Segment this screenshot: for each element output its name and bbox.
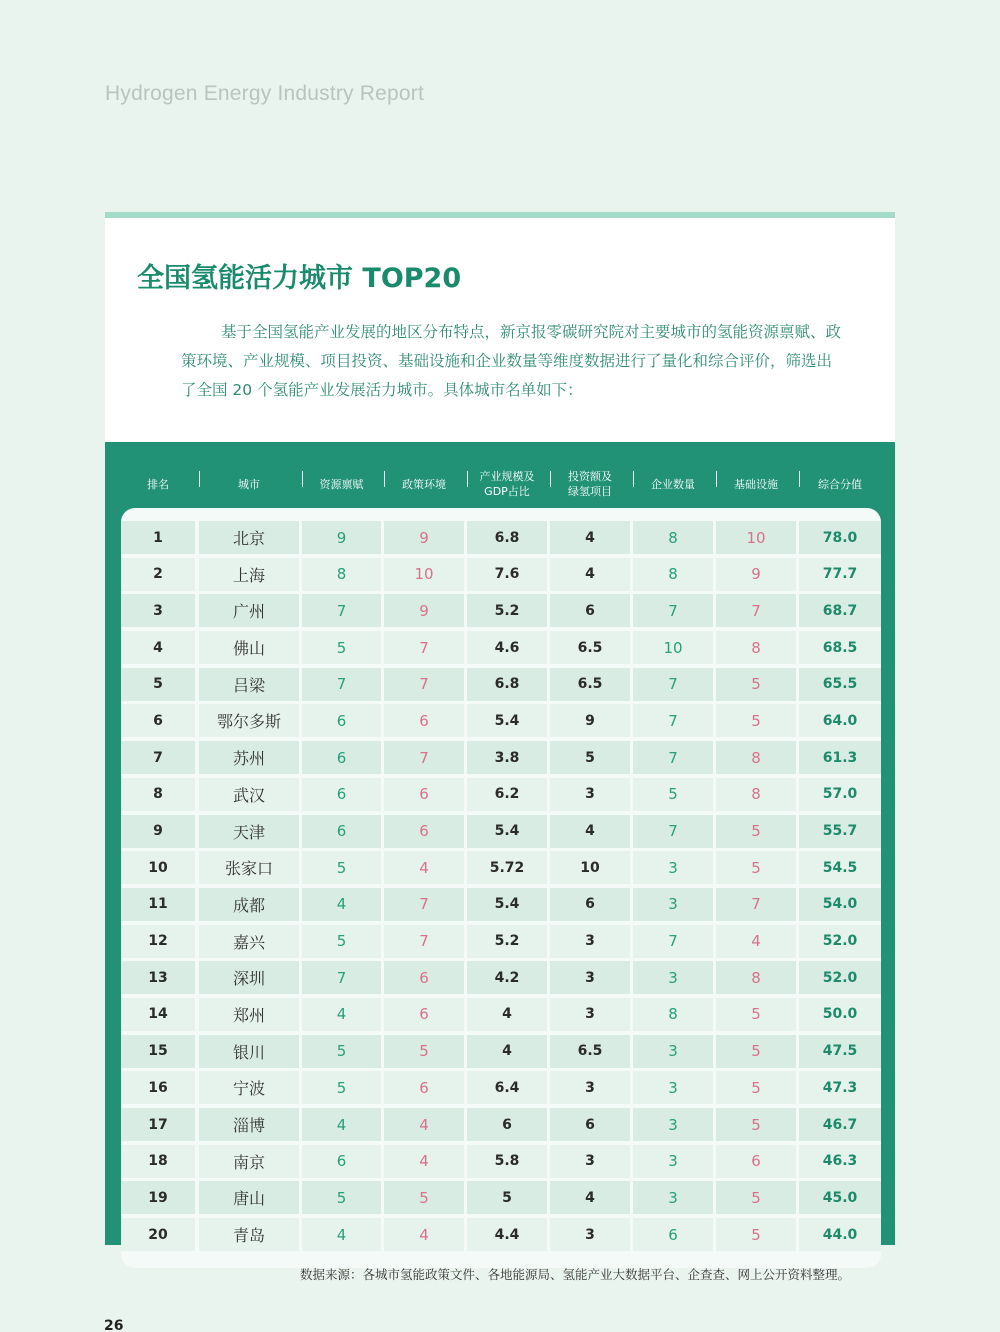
cell-policy: 9 (384, 521, 464, 554)
cell-resource: 4 (302, 1108, 381, 1141)
column-header-rank: 排名 (147, 477, 169, 491)
cell-city: 淄博 (199, 1108, 299, 1141)
cell-resource: 4 (302, 998, 381, 1031)
cell-city: 深圳 (199, 961, 299, 994)
cell-enterprise-count: 3 (633, 1071, 713, 1104)
cell-total-score: 47.3 (799, 1071, 881, 1104)
cell-policy: 4 (384, 851, 464, 884)
cell-enterprise-count: 8 (633, 558, 713, 591)
table-row (121, 961, 881, 998)
cell-rank: 7 (121, 741, 195, 774)
table-row (121, 631, 881, 668)
cell-investment: 6 (550, 594, 630, 627)
cell-industry-scale: 4 (467, 1035, 547, 1068)
cell-enterprise-count: 3 (633, 961, 713, 994)
table-row (121, 851, 881, 888)
cell-industry-scale: 3.8 (467, 741, 547, 774)
table-row (121, 1145, 881, 1182)
table-row (121, 888, 881, 925)
cell-infrastructure: 8 (716, 631, 796, 664)
cell-investment: 10 (550, 851, 630, 884)
cell-infrastructure: 5 (716, 704, 796, 737)
page-number: 26 (104, 1318, 124, 1332)
cell-city: 银川 (199, 1035, 299, 1068)
cell-policy: 4 (384, 1145, 464, 1178)
table-row (121, 1035, 881, 1072)
cell-city: 唐山 (199, 1181, 299, 1214)
cell-enterprise-count: 3 (633, 1035, 713, 1068)
cell-infrastructure: 5 (716, 851, 796, 884)
cell-infrastructure: 5 (716, 815, 796, 848)
cell-resource: 6 (302, 741, 381, 774)
cell-policy: 7 (384, 888, 464, 921)
cell-industry-scale: 6 (467, 1108, 547, 1141)
table-body (121, 508, 881, 1268)
cell-industry-scale: 6.8 (467, 521, 547, 554)
cell-infrastructure: 8 (716, 778, 796, 811)
cell-investment: 3 (550, 1145, 630, 1178)
cell-investment: 3 (550, 1071, 630, 1104)
cell-infrastructure: 5 (716, 1071, 796, 1104)
table-row (121, 741, 881, 778)
cell-total-score: 52.0 (799, 961, 881, 994)
cell-industry-scale: 5.4 (467, 815, 547, 848)
table-row (121, 1181, 881, 1218)
cell-enterprise-count: 3 (633, 888, 713, 921)
cell-enterprise-count: 8 (633, 998, 713, 1031)
table-row (121, 704, 881, 741)
cell-rank: 6 (121, 704, 195, 737)
cell-total-score: 61.3 (799, 741, 881, 774)
cell-policy: 9 (384, 594, 464, 627)
cell-policy: 7 (384, 741, 464, 774)
cell-enterprise-count: 10 (633, 631, 713, 664)
cell-enterprise-count: 7 (633, 668, 713, 701)
cell-total-score: 46.7 (799, 1108, 881, 1141)
table-row (121, 521, 881, 558)
cell-industry-scale: 5.2 (467, 594, 547, 627)
table-row (121, 1218, 881, 1255)
cell-policy: 4 (384, 1218, 464, 1251)
cell-city: 北京 (199, 521, 299, 554)
cell-rank: 3 (121, 594, 195, 627)
cell-resource: 9 (302, 521, 381, 554)
column-header-total-score: 综合分值 (799, 464, 881, 504)
cell-total-score: 44.0 (799, 1218, 881, 1251)
cell-infrastructure: 5 (716, 1035, 796, 1068)
cell-industry-scale: 7.6 (467, 558, 547, 591)
column-header-infrastructure: 基础设施 (716, 464, 796, 504)
cell-city: 郑州 (199, 998, 299, 1031)
table-row (121, 925, 881, 962)
cell-enterprise-count: 7 (633, 704, 713, 737)
cell-enterprise-count: 7 (633, 815, 713, 848)
cell-rank: 4 (121, 631, 195, 664)
cell-policy: 4 (384, 1108, 464, 1141)
cell-rank: 2 (121, 558, 195, 591)
cell-resource: 5 (302, 1181, 381, 1214)
table-row (121, 1108, 881, 1145)
cell-investment: 6 (550, 1108, 630, 1141)
cell-industry-scale: 6.4 (467, 1071, 547, 1104)
cell-rank: 16 (121, 1071, 195, 1104)
cell-investment: 4 (550, 1181, 630, 1214)
cell-enterprise-count: 3 (633, 1108, 713, 1141)
data-source-note: 数据来源：各城市氢能政策文件、各地能源局、氢能产业大数据平台、企查查、网上公开资料整理。 (300, 1267, 851, 1282)
cell-resource: 6 (302, 704, 381, 737)
cell-resource: 6 (302, 815, 381, 848)
cell-investment: 6.5 (550, 1035, 630, 1068)
cell-city: 宁波 (199, 1071, 299, 1104)
cell-enterprise-count: 6 (633, 1218, 713, 1251)
cell-industry-scale: 4 (467, 998, 547, 1031)
cell-resource: 7 (302, 594, 381, 627)
cell-rank: 14 (121, 998, 195, 1031)
cell-total-score: 78.0 (799, 521, 881, 554)
cell-industry-scale: 6.2 (467, 778, 547, 811)
cell-rank: 9 (121, 815, 195, 848)
cell-infrastructure: 10 (716, 521, 796, 554)
cell-total-score: 46.3 (799, 1145, 881, 1178)
cell-rank: 19 (121, 1181, 195, 1214)
cell-policy: 6 (384, 961, 464, 994)
cell-investment: 3 (550, 925, 630, 958)
cell-investment: 3 (550, 778, 630, 811)
cell-industry-scale: 5.4 (467, 704, 547, 737)
cell-total-score: 77.7 (799, 558, 881, 591)
cell-city: 武汉 (199, 778, 299, 811)
cell-resource: 5 (302, 1071, 381, 1104)
cell-enterprise-count: 3 (633, 1181, 713, 1214)
column-header-resource: 资源禀赋 (302, 464, 381, 504)
cell-industry-scale: 6.8 (467, 668, 547, 701)
cell-resource: 6 (302, 778, 381, 811)
cell-industry-scale: 4.4 (467, 1218, 547, 1251)
cell-infrastructure: 4 (716, 925, 796, 958)
cell-infrastructure: 5 (716, 998, 796, 1031)
cell-infrastructure: 7 (716, 888, 796, 921)
cell-infrastructure: 5 (716, 1218, 796, 1251)
table-row (121, 998, 881, 1035)
cell-total-score: 68.7 (799, 594, 881, 627)
cell-infrastructure: 6 (716, 1145, 796, 1178)
cell-infrastructure: 7 (716, 594, 796, 627)
cell-city: 佛山 (199, 631, 299, 664)
cell-resource: 5 (302, 851, 381, 884)
cell-resource: 5 (302, 631, 381, 664)
cell-investment: 3 (550, 998, 630, 1031)
cell-rank: 8 (121, 778, 195, 811)
cell-enterprise-count: 7 (633, 925, 713, 958)
cell-total-score: 65.5 (799, 668, 881, 701)
cell-infrastructure: 8 (716, 961, 796, 994)
cell-enterprise-count: 3 (633, 1145, 713, 1178)
cell-resource: 6 (302, 1145, 381, 1178)
cell-total-score: 54.5 (799, 851, 881, 884)
table-header (121, 464, 881, 504)
cell-rank: 1 (121, 521, 195, 554)
cell-industry-scale: 5.2 (467, 925, 547, 958)
cell-policy: 6 (384, 1071, 464, 1104)
cell-resource: 8 (302, 558, 381, 591)
cell-resource: 4 (302, 888, 381, 921)
cell-infrastructure: 5 (716, 1108, 796, 1141)
cell-city: 天津 (199, 815, 299, 848)
cell-enterprise-count: 5 (633, 778, 713, 811)
cell-resource: 5 (302, 925, 381, 958)
page-title: 全国氢能活力城市 TOP20 (137, 263, 462, 294)
cell-city: 南京 (199, 1145, 299, 1178)
table-row (121, 594, 881, 631)
cell-total-score: 55.7 (799, 815, 881, 848)
cell-investment: 6 (550, 888, 630, 921)
cell-industry-scale: 5.8 (467, 1145, 547, 1178)
ranking-table (105, 442, 895, 1245)
cell-policy: 6 (384, 778, 464, 811)
column-header-enterprise-count: 企业数量 (633, 464, 713, 504)
cell-resource: 4 (302, 1218, 381, 1251)
cell-rank: 20 (121, 1218, 195, 1251)
cell-policy: 10 (384, 558, 464, 591)
cell-investment: 4 (550, 815, 630, 848)
cell-industry-scale: 5.72 (467, 851, 547, 884)
cell-industry-scale: 5.4 (467, 888, 547, 921)
cell-total-score: 57.0 (799, 778, 881, 811)
table-row (121, 668, 881, 705)
cell-enterprise-count: 7 (633, 741, 713, 774)
cell-industry-scale: 4.6 (467, 631, 547, 664)
cell-rank: 17 (121, 1108, 195, 1141)
cell-city: 苏州 (199, 741, 299, 774)
cell-enterprise-count: 7 (633, 594, 713, 627)
cell-infrastructure: 5 (716, 668, 796, 701)
column-header-policy: 政策环境 (384, 464, 464, 504)
cell-rank: 12 (121, 925, 195, 958)
cell-policy: 7 (384, 925, 464, 958)
column-header-investment: 投资额及 绿氢项目 (550, 464, 630, 504)
cell-city: 张家口 (199, 851, 299, 884)
cell-city: 上海 (199, 558, 299, 591)
cell-resource: 5 (302, 1035, 381, 1068)
cell-industry-scale: 5 (467, 1181, 547, 1214)
cell-total-score: 64.0 (799, 704, 881, 737)
table-row (121, 1071, 881, 1108)
content-card (105, 218, 895, 1245)
cell-total-score: 50.0 (799, 998, 881, 1031)
cell-rank: 15 (121, 1035, 195, 1068)
cell-city: 成都 (199, 888, 299, 921)
cell-rank: 18 (121, 1145, 195, 1178)
cell-city: 吕梁 (199, 668, 299, 701)
cell-policy: 5 (384, 1035, 464, 1068)
column-header-industry-scale: 产业规模及 GDP占比 (467, 464, 547, 504)
cell-policy: 7 (384, 631, 464, 664)
cell-rank: 5 (121, 668, 195, 701)
cell-policy: 5 (384, 1181, 464, 1214)
cell-city: 嘉兴 (199, 925, 299, 958)
cell-policy: 6 (384, 998, 464, 1031)
table-row (121, 815, 881, 852)
cell-investment: 9 (550, 704, 630, 737)
cell-investment: 5 (550, 741, 630, 774)
cell-city: 广州 (199, 594, 299, 627)
cell-investment: 3 (550, 1218, 630, 1251)
cell-infrastructure: 9 (716, 558, 796, 591)
cell-rank: 13 (121, 961, 195, 994)
cell-infrastructure: 5 (716, 1181, 796, 1214)
cell-total-score: 52.0 (799, 925, 881, 958)
cell-rank: 10 (121, 851, 195, 884)
cell-city: 青岛 (199, 1218, 299, 1251)
cell-enterprise-count: 8 (633, 521, 713, 554)
cell-resource: 7 (302, 961, 381, 994)
report-header-title: Hydrogen Energy Industry Report (105, 82, 425, 105)
cell-investment: 4 (550, 521, 630, 554)
cell-city: 鄂尔多斯 (199, 704, 299, 737)
cell-policy: 6 (384, 815, 464, 848)
cell-resource: 7 (302, 668, 381, 701)
table-row (121, 558, 881, 595)
cell-enterprise-count: 3 (633, 851, 713, 884)
cell-total-score: 45.0 (799, 1181, 881, 1214)
cell-total-score: 54.0 (799, 888, 881, 921)
cell-total-score: 68.5 (799, 631, 881, 664)
intro-paragraph: 基于全国氢能产业发展的地区分布特点，新京报零碳研究院对主要城市的氢能资源禀赋、政策环境、产业规模、项目投资、基础设施和企业数量等维度数据进行了量化和综合评价，筛选出了全国 20 个氢能产业发展活力城市。具体城市名单如下： (181, 323, 842, 399)
cell-investment: 6.5 (550, 631, 630, 664)
column-header-city: 城市 (199, 464, 299, 504)
cell-industry-scale: 4.2 (467, 961, 547, 994)
cell-policy: 6 (384, 704, 464, 737)
cell-investment: 3 (550, 961, 630, 994)
cell-policy: 7 (384, 668, 464, 701)
cell-rank: 11 (121, 888, 195, 921)
table-row (121, 778, 881, 815)
cell-infrastructure: 8 (716, 741, 796, 774)
cell-total-score: 47.5 (799, 1035, 881, 1068)
cell-investment: 6.5 (550, 668, 630, 701)
cell-investment: 4 (550, 558, 630, 591)
